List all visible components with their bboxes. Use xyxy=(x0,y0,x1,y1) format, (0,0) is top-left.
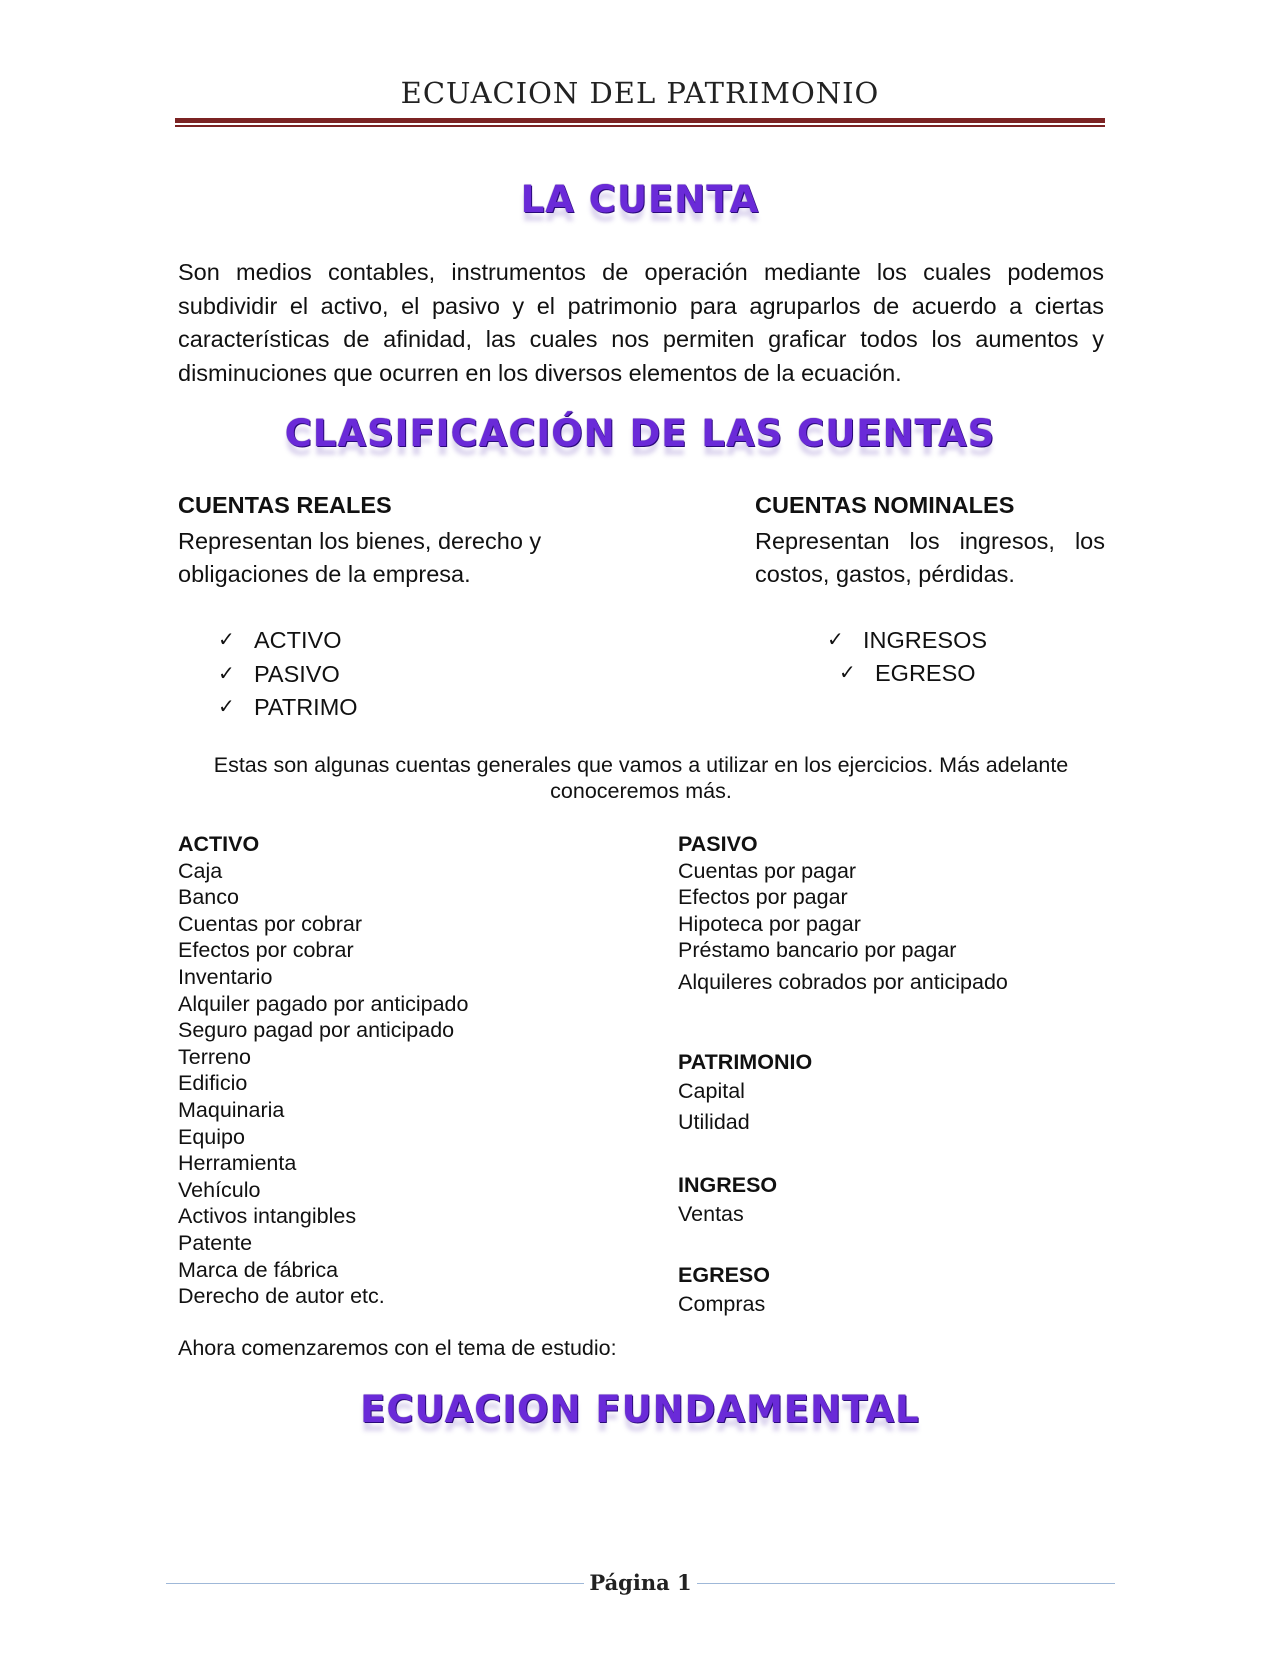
footer-rule-left xyxy=(166,1583,584,1584)
list-item: Equipo xyxy=(178,1124,245,1149)
reales-description xyxy=(178,525,598,591)
list-item: Efectos por pagar xyxy=(678,885,848,910)
nominales-check-item-2 xyxy=(839,657,976,691)
intro-paragraph: Son medios contables, instrumentos de operación mediante los cuales podemos subdividir el activo, el pasivo y el patrimonio para agruparlos de acuerdo a ciertas características de afinidad, las cuales nos permiten graficar todos los aumentos y disminuciones que ocurren en los diversos elementos de la ecuación. xyxy=(178,259,1104,386)
check-item-label: PASIVO xyxy=(254,660,340,687)
list-item: Banco xyxy=(178,885,239,910)
pasivo-list xyxy=(678,831,1008,996)
egreso-list xyxy=(678,1262,770,1320)
nominales-line-2: costos, gastos, pérdidas. xyxy=(755,561,1015,587)
list-item: Herramienta xyxy=(178,1151,297,1176)
nominales-line-1: Representan los ingresos, los xyxy=(755,528,1105,554)
check-item-label: INGRESOS xyxy=(863,627,988,653)
check-item xyxy=(839,657,976,691)
page-number: Página 1 xyxy=(589,1570,692,1595)
header-rule-thin xyxy=(175,125,1105,127)
heading-ecuacion-fundamental: ECUACION FUNDAMENTAL xyxy=(360,1388,920,1431)
list-item: Alquiler pagado por anticipado xyxy=(178,991,469,1016)
activo-title: ACTIVO xyxy=(178,832,260,856)
note-line-1: Estas son algunas cuentas generales que vamos a utilizar en los ejercicios. Más adelante xyxy=(213,753,1069,777)
pasivo-title: PASIVO xyxy=(678,832,758,856)
list-item: Ventas xyxy=(678,1201,744,1226)
check-item xyxy=(218,691,358,725)
list-item: Compras xyxy=(678,1291,766,1316)
check-mark-icon: ✓ xyxy=(218,629,235,651)
reales-title: CUENTAS REALES xyxy=(178,492,392,518)
list-item: Patente xyxy=(178,1230,253,1255)
nominales-title: CUENTAS NOMINALES xyxy=(755,492,1015,518)
list-item: Caja xyxy=(178,858,223,883)
list-item: Préstamo bancario por pagar xyxy=(678,938,957,963)
activo-list xyxy=(178,831,468,1310)
list-item: Efectos por cobrar xyxy=(178,938,354,963)
list-item: Utilidad xyxy=(678,1109,750,1134)
reales-check-list xyxy=(218,624,358,725)
list-item: Terreno xyxy=(178,1044,251,1069)
list-item: Cuentas por pagar xyxy=(678,858,857,883)
list-item: Hipoteca por pagar xyxy=(678,911,861,936)
check-mark-icon: ✓ xyxy=(839,662,856,684)
heading-clasificacion: CLASIFICACIÓN DE LAS CUENTAS xyxy=(284,412,996,455)
list-item: Inventario xyxy=(178,964,273,989)
note-line-2: conoceremos más. xyxy=(550,779,732,803)
list-item: Edificio xyxy=(178,1071,248,1096)
check-item-label: PATRIMO xyxy=(254,694,358,720)
check-mark-icon: ✓ xyxy=(827,629,844,651)
check-item-label: EGRESO xyxy=(875,660,976,686)
egreso-title: EGRESO xyxy=(678,1263,770,1287)
reales-line-2: obligaciones de la empresa. xyxy=(178,561,471,587)
list-item: Vehículo xyxy=(178,1177,261,1202)
general-accounts-note xyxy=(178,752,1104,804)
list-item: Alquileres cobrados por anticipado xyxy=(678,969,1008,994)
list-item: Cuentas por cobrar xyxy=(178,911,363,936)
check-item xyxy=(218,624,358,658)
check-item xyxy=(218,658,358,692)
list-item: Capital xyxy=(678,1078,745,1103)
ingreso-title: INGRESO xyxy=(678,1173,778,1197)
header-title: ECUACION DEL PATRIMONIO xyxy=(400,76,880,110)
list-item: Maquinaria xyxy=(178,1097,285,1122)
check-item xyxy=(827,624,987,658)
ingreso-list xyxy=(678,1172,777,1230)
reales-line-1: Representan los bienes, derecho y xyxy=(178,528,542,554)
heading-la-cuenta: LA CUENTA xyxy=(520,178,760,221)
list-item: Seguro pagad por anticipado xyxy=(178,1018,455,1043)
check-mark-icon: ✓ xyxy=(218,662,235,685)
footer-rule-right xyxy=(697,1583,1115,1584)
patrimonio-list xyxy=(678,1049,812,1138)
check-mark-icon: ✓ xyxy=(218,696,235,718)
patrimonio-title: PATRIMONIO xyxy=(678,1050,813,1074)
list-item: Derecho de autor etc. xyxy=(178,1284,385,1309)
header-rule xyxy=(175,118,1105,123)
list-item: Marca de fábrica xyxy=(178,1257,339,1282)
closing-sentence: Ahora comenzaremos con el tema de estudio: xyxy=(178,1336,617,1360)
nominales-description xyxy=(755,525,1105,591)
nominales-check-item-1 xyxy=(827,624,987,658)
check-item-label: ACTIVO xyxy=(254,627,342,653)
list-item: Activos intangibles xyxy=(178,1204,357,1229)
